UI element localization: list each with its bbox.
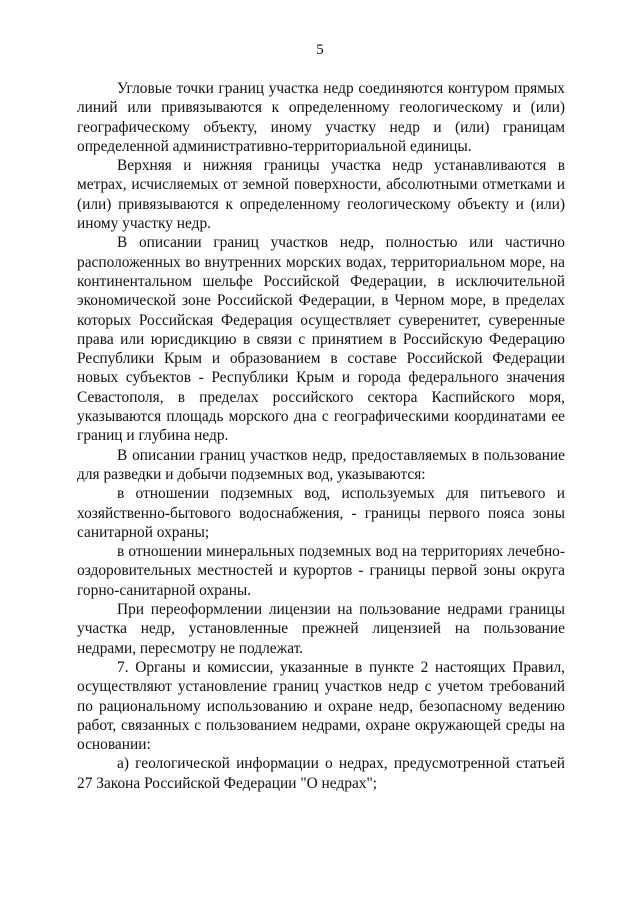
paragraph-marine-areas: В описании границ участков недр, полностью или частично расположенных во внутренних морских водах, территориальном море, на континентальном шельфе Российской Федерации, в исключительной экономической зоне Российской Федерации, в Черном море, в пределах которых Российская Федерация осуществляет суверенитет, суверенные права или юрисдикцию в связи с принятием в Российскую Федерацию Республики Крым и образованием в составе Российской Федерации новых субъектов - Республики Крым и города федерального значения Севастополя, в пределах российского сектора Каспийского моря, указываются площадь морского дна с географическими координатами ее границ и глубина недр.: [77, 234, 565, 445]
page-number: 5: [316, 42, 324, 58]
paragraph-drinking-water: в отношении подземных вод, используемых для питьевого и хозяйственно-бытового водоснабжения, - границы первого пояса зоны санитарной охраны;: [77, 485, 565, 541]
paragraph-corner-points: Угловые точки границ участка недр соединяются контуром прямых линий или привязываются к определенному геологическому и (или) географическому объекту, иному участку недр и (или) границам определенной административно-территориальной единицы.: [77, 80, 565, 155]
document-body: [77, 79, 565, 793]
paragraph-item-7: 7. Органы и комиссии, указанные в пункте 2 настоящих Правил, осуществляют установление границ участков недр с учетом требований по рациональному использованию и охране недр, безопасному ведению работ, связанных с пользованием недрами, охране окружающей среды на основании:: [77, 658, 565, 754]
paragraph-subitem-a: а) геологической информации о недрах, предусмотренной статьей 27 Закона Российской Федерации "О недрах";: [77, 755, 565, 792]
paragraph-upper-lower-boundaries: Верхняя и нижняя границы участка недр устанавливаются в метрах, исчисляемых от земной поверхности, абсолютными отметками и (или) привязываются к определенному геологическому объекту и (или) иному участку недр.: [77, 157, 565, 233]
paragraph-mineral-water: в отношении минеральных подземных вод на территориях лечебно-оздоровительных местностей и курортов - границы первой зоны округа горно-санитарной охраны.: [77, 543, 565, 599]
paragraph-groundwater-intro: В описании границ участков недр, предоставляемых в пользование для разведки и добычи подземных вод, указываются:: [77, 446, 565, 483]
paragraph-license-reissue: При переоформлении лицензии на пользование недрами границы участка недр, установленные прежней лицензией на пользование недрами, пересмотру не подлежат.: [77, 601, 565, 657]
